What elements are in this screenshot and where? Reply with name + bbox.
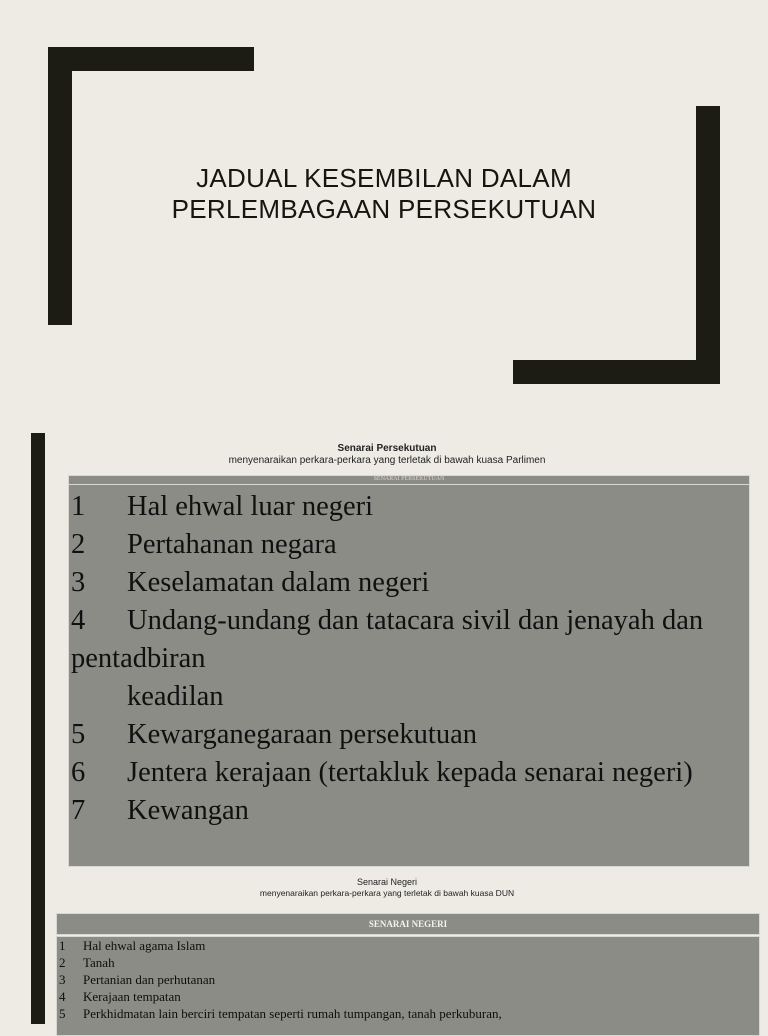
federal-item-number: 2 <box>71 529 86 560</box>
federal-item-number: 5 <box>71 719 86 750</box>
federal-list <box>69 485 749 830</box>
federal-list-item <box>71 716 747 754</box>
slide-accent-bar <box>31 433 45 1024</box>
state-list-item <box>59 971 757 988</box>
federal-list-item <box>71 754 747 792</box>
federal-list-item <box>71 564 747 602</box>
state-list-item <box>59 1005 757 1022</box>
state-item-number: 2 <box>59 955 66 970</box>
federal-list-item <box>71 526 747 564</box>
state-item-text: Kerajaan tempatan <box>83 989 181 1004</box>
federal-list-item <box>71 792 747 830</box>
federal-caption-subtitle: menyenaraikan perkara-perkara yang terletak di bawah kuasa Parlimen <box>228 455 546 466</box>
state-item-number: 5 <box>59 1006 66 1021</box>
state-item-text: Perkhidmatan lain berciri tempatan seperti rumah tumpangan, tanah perkuburan, <box>83 1006 502 1021</box>
state-list-table <box>56 936 760 1036</box>
state-list-item <box>59 988 757 1005</box>
state-item-text: Hal ehwal agama Islam <box>83 938 206 953</box>
federal-item-text: Hal ehwal luar negeri <box>127 491 374 522</box>
slide-title-line-1: JADUAL KESEMBILAN DALAM <box>196 163 572 193</box>
frame-top-left-vertical <box>48 47 72 325</box>
federal-item-number: 7 <box>71 795 86 826</box>
state-item-number: 1 <box>59 938 66 953</box>
frame-bottom-right-vertical <box>696 106 720 384</box>
state-list-item <box>59 954 757 971</box>
federal-caption-title: Senarai Persekutuan <box>337 443 437 454</box>
federal-item-number: 1 <box>71 491 86 522</box>
frame-top-left-horizontal <box>48 47 254 71</box>
federal-table-header: SENARAI PERSEKUTUAN <box>69 476 749 485</box>
federal-list-item <box>71 488 747 526</box>
state-item-number: 4 <box>59 989 66 1004</box>
state-list <box>57 937 759 1022</box>
federal-item-text: Jentera kerajaan (tertakluk kepada senarai negeri) <box>127 757 693 788</box>
state-list-item <box>59 937 757 954</box>
federal-list-table <box>68 475 750 867</box>
state-item-text: Tanah <box>83 955 115 970</box>
federal-item-continuation: keadilan <box>127 681 224 712</box>
federal-item-text: Undang-undang dan tatacara sivil dan jenayah dan pentadbiran <box>71 605 704 674</box>
federal-item-number: 3 <box>71 567 86 598</box>
federal-item-text: Pertahanan negara <box>127 529 337 560</box>
state-list-caption <box>40 877 734 899</box>
federal-item-text: Keselamatan dalam negeri <box>127 567 430 598</box>
state-item-text: Pertanian dan perhutanan <box>83 972 216 987</box>
frame-bottom-right-horizontal <box>513 360 720 384</box>
state-item-number: 3 <box>59 972 66 987</box>
federal-item-number: 4 <box>71 605 86 636</box>
state-caption-subtitle: menyenaraikan perkara-perkara yang terletak di bawah kuasa DUN <box>259 888 515 898</box>
federal-item-text: Kewarganegaraan persekutuan <box>127 719 478 750</box>
federal-item-number: 6 <box>71 757 86 788</box>
federal-list-item <box>71 602 747 678</box>
state-caption-title: Senarai Negeri <box>356 877 418 887</box>
slide-title-line-2: PERLEMBAGAAN PERSEKUTUAN <box>171 194 597 224</box>
slide-title <box>120 163 648 225</box>
state-table-header: SENARAI NEGERI <box>56 913 760 935</box>
federal-list-caption <box>40 443 734 467</box>
federal-item-text: Kewangan <box>127 795 249 826</box>
